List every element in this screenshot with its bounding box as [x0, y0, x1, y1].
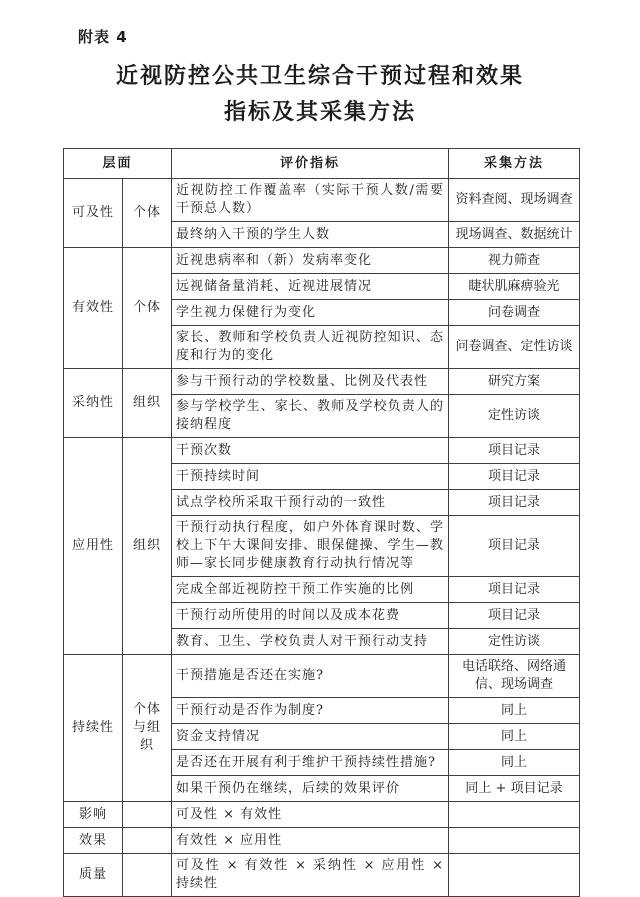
- method-cell: 现场调查、数据统计: [449, 222, 580, 248]
- unit-cell: 组织: [123, 438, 172, 655]
- unit-cell: 个体与组织: [123, 655, 172, 802]
- level-cell: 应用性: [64, 438, 123, 655]
- method-cell: 问卷调查: [449, 300, 580, 326]
- indicator-cell: 干预持续时间: [172, 464, 449, 490]
- table-row: [64, 369, 580, 395]
- header-indicator: 评价指标: [172, 149, 449, 179]
- indicator-cell: 资金支持情况: [172, 724, 449, 750]
- indicator-cell: 干预次数: [172, 438, 449, 464]
- method-cell: 资料查阅、现场调查: [449, 179, 580, 222]
- header-row: [64, 149, 580, 179]
- indicator-cell: 教育、卫生、学校负责人对干预行动支持: [172, 629, 449, 655]
- level-cell: 持续性: [64, 655, 123, 802]
- appendix-label: 附表 4: [78, 28, 128, 46]
- method-cell: 同上: [449, 750, 580, 776]
- table-row: [64, 248, 580, 274]
- indicator-cell: 可及性 × 有效性: [172, 802, 449, 828]
- indicator-cell: 参与学校学生、家长、教师及学校负责人的接纳程度: [172, 395, 449, 438]
- method-cell: 项目记录: [449, 603, 580, 629]
- indicator-cell: 是否还在开展有利于维护干预持续性措施?: [172, 750, 449, 776]
- level-cell: 影响: [64, 802, 123, 828]
- method-cell: 项目记录: [449, 577, 580, 603]
- method-cell: 定性访谈: [449, 629, 580, 655]
- method-cell: 同上: [449, 698, 580, 724]
- indicator-cell: 有效性 × 应用性: [172, 828, 449, 854]
- method-cell: 项目记录: [449, 516, 580, 577]
- method-cell: 问卷调查、定性访谈: [449, 326, 580, 369]
- indicator-cell: 试点学校所采取干预行动的一致性: [172, 490, 449, 516]
- method-cell: 睫状肌麻痹验光: [449, 274, 580, 300]
- page-title-line2: 指标及其采集方法: [223, 99, 416, 125]
- method-cell: 项目记录: [449, 490, 580, 516]
- table-row: [64, 828, 580, 854]
- indicator-cell: 完成全部近视防控干预工作实施的比例: [172, 577, 449, 603]
- indicator-cell: 最终纳入干预的学生人数: [172, 222, 449, 248]
- indicator-cell: 干预措施是否还在实施?: [172, 655, 449, 698]
- header-method: 采集方法: [449, 149, 580, 179]
- indicator-cell: 如果干预仍在继续，后续的效果评价: [172, 776, 449, 802]
- table-row: [64, 854, 580, 897]
- table-row: [64, 655, 580, 698]
- method-cell: 项目记录: [449, 438, 580, 464]
- level-cell: 效果: [64, 828, 123, 854]
- indicator-cell: 参与干预行动的学校数量、比例及代表性: [172, 369, 449, 395]
- method-cell: 电话联络、网络通信、现场调查: [449, 655, 580, 698]
- level-cell: 可及性: [64, 179, 123, 248]
- indicator-cell: 家长、教师和学校负责人近视防控知识、态度和行为的变化: [172, 326, 449, 369]
- method-cell: 研究方案: [449, 369, 580, 395]
- method-cell: 同上 + 项目记录: [449, 776, 580, 802]
- method-cell: 同上: [449, 724, 580, 750]
- indicator-cell: 干预行动执行程度，如户外体育课时数、学校上下午大课间安排、眼保健操、学生—教师—家长同步健康教育行动执行情况等: [172, 516, 449, 577]
- page-title-line1: 近视防控公共卫生综合干预过程和效果: [115, 63, 524, 89]
- page-title: [0, 58, 640, 130]
- indicator-cell: 远视储备量消耗、近视进展情况: [172, 274, 449, 300]
- table-body: [64, 179, 580, 897]
- method-cell: [449, 828, 580, 854]
- table-row: [64, 179, 580, 222]
- level-cell: 采纳性: [64, 369, 123, 438]
- method-cell: 项目记录: [449, 464, 580, 490]
- table-row: [64, 438, 580, 464]
- level-cell: 有效性: [64, 248, 123, 369]
- indicator-cell: 近视患病率和（新）发病率变化: [172, 248, 449, 274]
- header-level: 层面: [64, 149, 172, 179]
- unit-cell: 个体: [123, 248, 172, 369]
- indicator-cell: 近视防控工作覆盖率（实际干预人数/需要干预总人数）: [172, 179, 449, 222]
- unit-cell: [123, 854, 172, 897]
- table-header: [64, 149, 580, 179]
- indicator-cell: 干预行动是否作为制度?: [172, 698, 449, 724]
- level-cell: 质量: [64, 854, 123, 897]
- unit-cell: [123, 828, 172, 854]
- indicators-table: [63, 148, 580, 897]
- method-cell: 视力筛查: [449, 248, 580, 274]
- method-cell: 定性访谈: [449, 395, 580, 438]
- method-cell: [449, 854, 580, 897]
- unit-cell: 组织: [123, 369, 172, 438]
- unit-cell: 个体: [123, 179, 172, 248]
- indicator-cell: 学生视力保健行为变化: [172, 300, 449, 326]
- indicator-cell: 干预行动所使用的时间以及成本花费: [172, 603, 449, 629]
- indicator-cell: 可及性 × 有效性 × 采纳性 × 应用性 × 持续性: [172, 854, 449, 897]
